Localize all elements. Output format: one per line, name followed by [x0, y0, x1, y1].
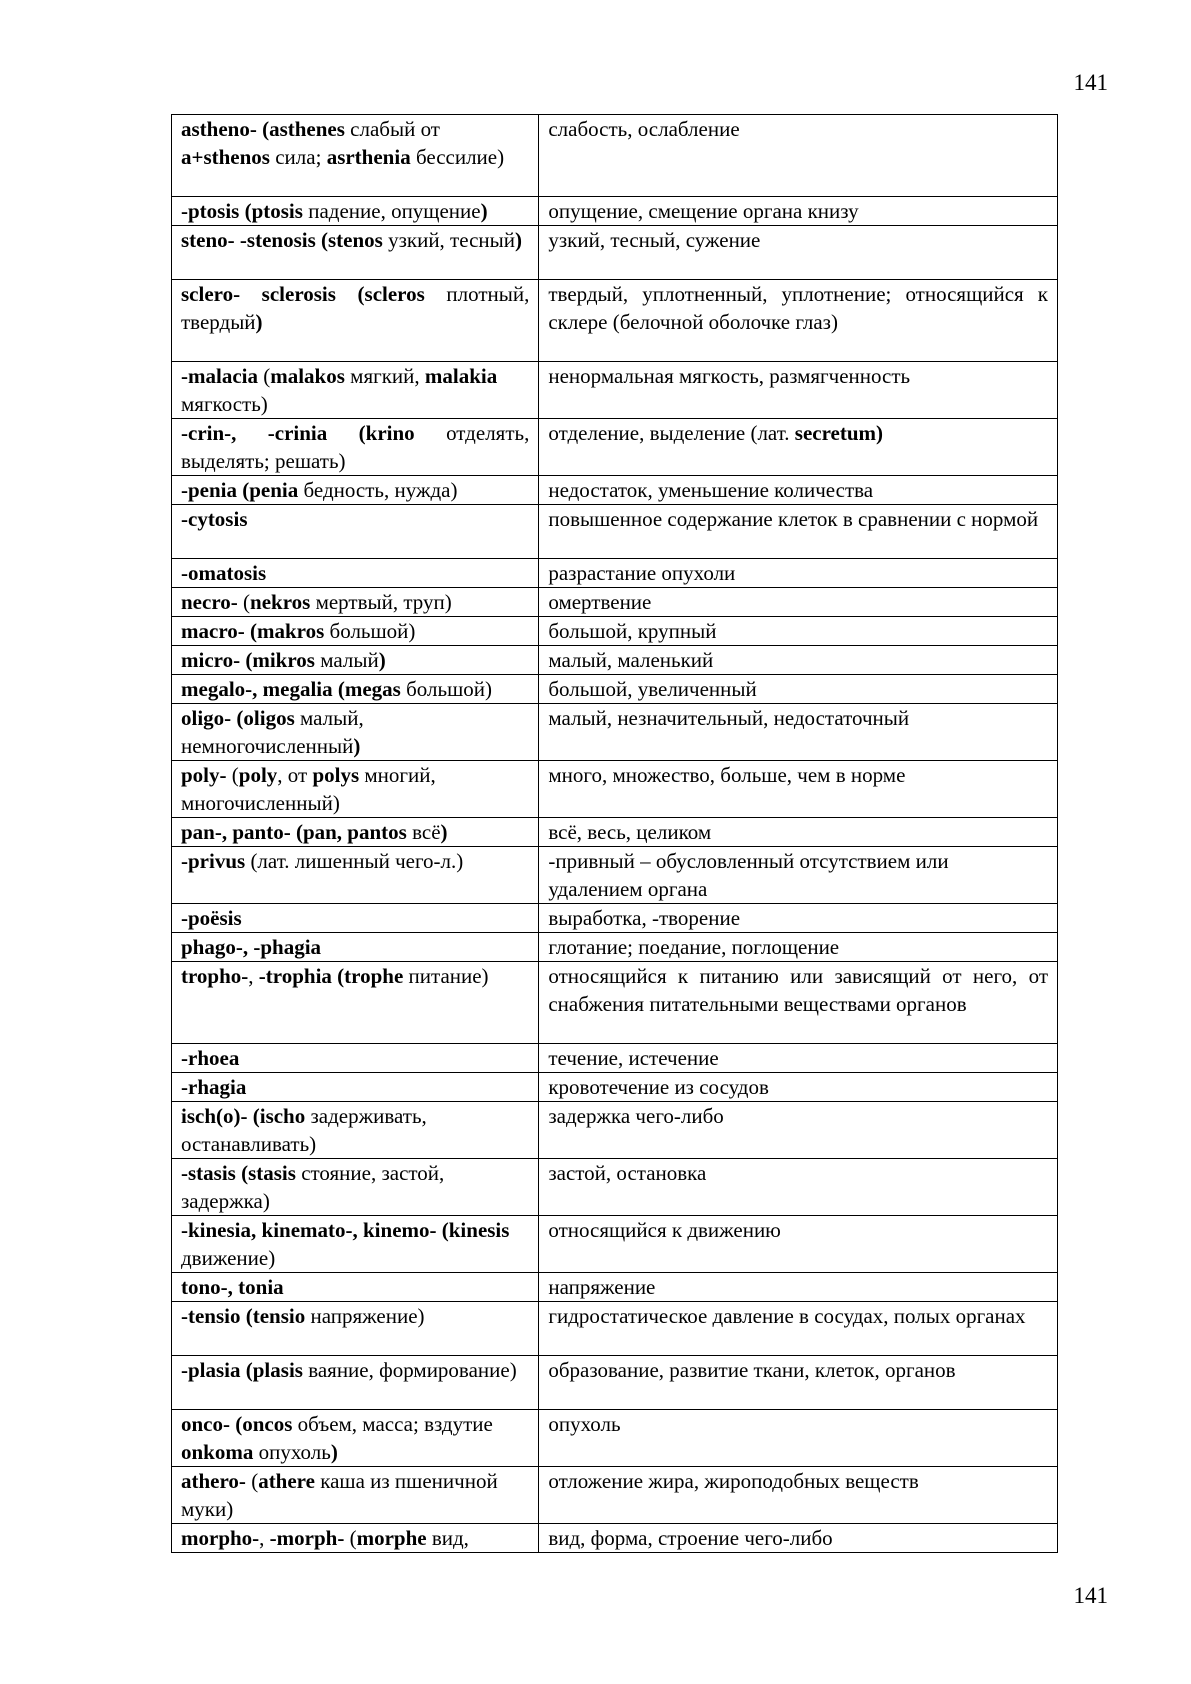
term-cell: -rhagia [172, 1073, 539, 1102]
table-row [172, 761, 1058, 818]
term-cell: onco- (oncos объем, масса; вздутие onkoma опухоль) [172, 1410, 539, 1467]
table-row [172, 476, 1058, 505]
meaning-cell: выработка, -творение [539, 904, 1058, 933]
term-cell: -malacia (malakos мягкий, malakia мягкость) [172, 362, 539, 419]
table-row [172, 1273, 1058, 1302]
table-row [172, 904, 1058, 933]
meaning-cell: твердый, уплотненный, уплотнение; относящийся к склере (белочной оболочке глаз) [539, 280, 1058, 362]
table-row [172, 617, 1058, 646]
meaning-cell: опухоль [539, 1410, 1058, 1467]
table-row [172, 1302, 1058, 1356]
meaning-cell: слабость, ослабление [539, 115, 1058, 197]
table-row [172, 962, 1058, 1044]
term-cell: morpho-, -morph- (morphe вид, [172, 1524, 539, 1553]
table-row [172, 1410, 1058, 1467]
term-cell: -crin-, -crinia (krino отделять, выделять; решать) [172, 419, 539, 476]
table-row [172, 559, 1058, 588]
table-row [172, 1159, 1058, 1216]
term-cell: sclero- sclerosis (scleros плотный, твердый) [172, 280, 539, 362]
meaning-cell: недостаток, уменьшение количества [539, 476, 1058, 505]
term-cell: poly- (poly, от polys многий, многочисленный) [172, 761, 539, 818]
meaning-cell: кровотечение из сосудов [539, 1073, 1058, 1102]
term-cell: -privus (лат. лишенный чего-л.) [172, 847, 539, 904]
terminology-table-body [172, 115, 1058, 1553]
meaning-cell: гидростатическое давление в сосудах, полых органах [539, 1302, 1058, 1356]
table-row [172, 933, 1058, 962]
meaning-cell: ненормальная мягкость, размягченность [539, 362, 1058, 419]
table-row [172, 1073, 1058, 1102]
term-cell: tono-, tonia [172, 1273, 539, 1302]
meaning-cell: разрастание опухоли [539, 559, 1058, 588]
terminology-table [171, 114, 1058, 1553]
table-row [172, 818, 1058, 847]
table-row [172, 1356, 1058, 1410]
table-row [172, 1044, 1058, 1073]
meaning-cell: малый, маленький [539, 646, 1058, 675]
table-row [172, 704, 1058, 761]
term-cell: athero- (athere каша из пшеничной муки) [172, 1467, 539, 1524]
term-cell: -plasia (plasis ваяние, формирование) [172, 1356, 539, 1410]
term-cell: megalo-, megalia (megas большой) [172, 675, 539, 704]
meaning-cell: относящийся к движению [539, 1216, 1058, 1273]
meaning-cell: отделение, выделение (лат. secretum) [539, 419, 1058, 476]
term-cell: -rhoea [172, 1044, 539, 1073]
table-row [172, 847, 1058, 904]
meaning-cell: течение, истечение [539, 1044, 1058, 1073]
meaning-cell: отложение жира, жироподобных веществ [539, 1467, 1058, 1524]
meaning-cell: омертвение [539, 588, 1058, 617]
term-cell: -ptosis (ptosis падение, опущение) [172, 197, 539, 226]
table-row [172, 1216, 1058, 1273]
table-row [172, 1102, 1058, 1159]
meaning-cell: опущение, смещение органа книзу [539, 197, 1058, 226]
meaning-cell: малый, незначительный, недостаточный [539, 704, 1058, 761]
term-cell: -cytosis [172, 505, 539, 559]
meaning-cell: напряжение [539, 1273, 1058, 1302]
meaning-cell: относящийся к питанию или зависящий от него, от снабжения питательными веществами органов [539, 962, 1058, 1044]
table-row [172, 419, 1058, 476]
table-row [172, 505, 1058, 559]
meaning-cell: узкий, тесный, сужение [539, 226, 1058, 280]
meaning-cell: образование, развитие ткани, клеток, органов [539, 1356, 1058, 1410]
term-cell: -tensio (tensio напряжение) [172, 1302, 539, 1356]
term-cell: -kinesia, kinemato-, kinemo- (kinesis движение) [172, 1216, 539, 1273]
term-cell: isch(o)- (ischo задерживать, останавливать) [172, 1102, 539, 1159]
table-row [172, 115, 1058, 197]
meaning-cell: застой, остановка [539, 1159, 1058, 1216]
meaning-cell: -привный – обусловленный отсутствием или удалением органа [539, 847, 1058, 904]
table-row [172, 1467, 1058, 1524]
meaning-cell: всё, весь, целиком [539, 818, 1058, 847]
page-number-top: 141 [1073, 70, 1108, 95]
term-cell: -omatosis [172, 559, 539, 588]
table-row [172, 588, 1058, 617]
term-cell: tropho-, -trophia (trophe питание) [172, 962, 539, 1044]
term-cell: micro- (mikros малый) [172, 646, 539, 675]
term-cell: phago-, -phagia [172, 933, 539, 962]
term-cell: astheno- (asthenes слабый от a+sthenos сила; asrthenia бессилие) [172, 115, 539, 197]
table-row [172, 280, 1058, 362]
meaning-cell: много, множество, больше, чем в норме [539, 761, 1058, 818]
term-cell: -stasis (stasis стояние, застой, задержка) [172, 1159, 539, 1216]
term-cell: macro- (makros большой) [172, 617, 539, 646]
meaning-cell: задержка чего-либо [539, 1102, 1058, 1159]
table-row [172, 362, 1058, 419]
table-row [172, 226, 1058, 280]
term-cell: pan-, panto- (pan, pantos всё) [172, 818, 539, 847]
page-number-bottom: 141 [1073, 1583, 1108, 1608]
term-cell: -poёsis [172, 904, 539, 933]
table-row [172, 675, 1058, 704]
meaning-cell: большой, крупный [539, 617, 1058, 646]
table-row [172, 646, 1058, 675]
meaning-cell: вид, форма, строение чего-либо [539, 1524, 1058, 1553]
meaning-cell: глотание; поедание, поглощение [539, 933, 1058, 962]
term-cell: -penia (penia бедность, нужда) [172, 476, 539, 505]
table-row [172, 197, 1058, 226]
table-row [172, 1524, 1058, 1553]
term-cell: steno- -stenosis (stenos узкий, тесный) [172, 226, 539, 280]
term-cell: oligo- (oligos малый, немногочисленный) [172, 704, 539, 761]
meaning-cell: большой, увеличенный [539, 675, 1058, 704]
meaning-cell: повышенное содержание клеток в сравнении с нормой [539, 505, 1058, 559]
term-cell: necro- (nekros мертвый, труп) [172, 588, 539, 617]
